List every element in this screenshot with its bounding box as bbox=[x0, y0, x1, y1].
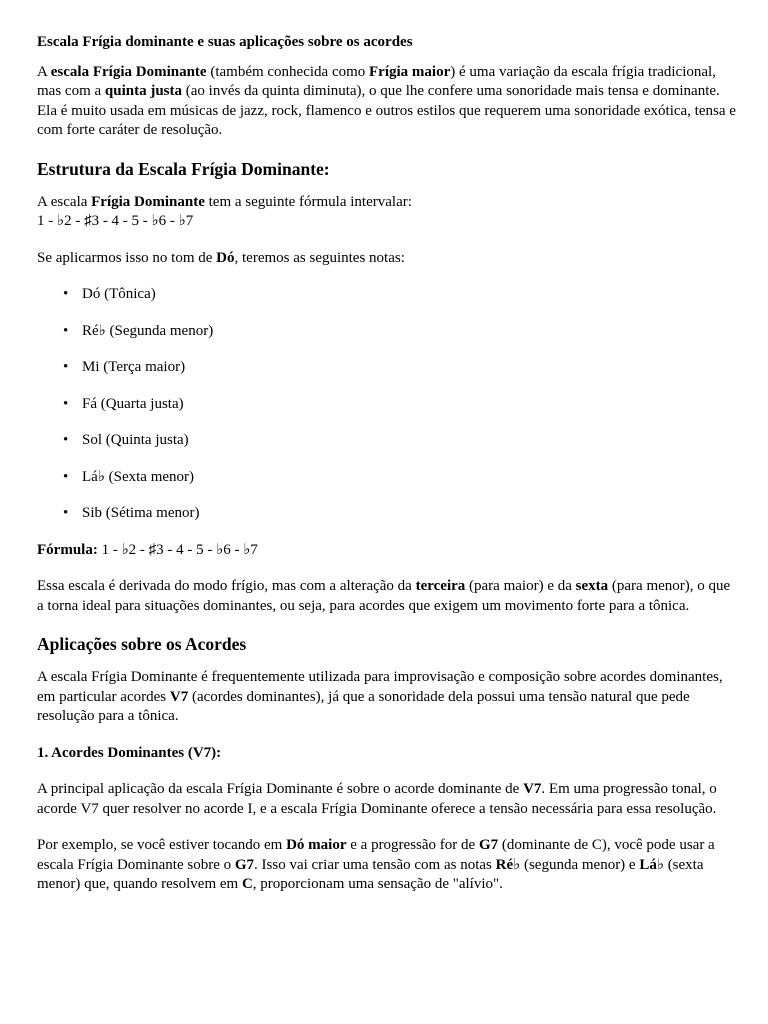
note-label: Sib (Sétima menor) bbox=[82, 505, 200, 521]
structure-bold-term: terceira bbox=[415, 578, 466, 594]
note-label: Lá♭ (Sexta menor) bbox=[82, 468, 195, 485]
structure-text: , teremos as seguintes notas: bbox=[234, 249, 405, 266]
subsection-heading bbox=[37, 744, 738, 764]
applications-bold-term: Dó maior bbox=[286, 837, 347, 853]
structure-key-paragraph bbox=[37, 249, 738, 269]
note-label: Sol (Quinta justa) bbox=[82, 432, 189, 448]
intro-text: A bbox=[37, 63, 51, 80]
bullet-icon: • bbox=[63, 468, 69, 485]
subsection-title: 1. Acordes Dominantes (V7): bbox=[37, 744, 222, 761]
structure-text: tem a seguinte fórmula intervalar: bbox=[204, 193, 412, 210]
list-item bbox=[37, 395, 738, 415]
applications-bold-term: V7 bbox=[169, 688, 189, 705]
structure-text: A escala bbox=[37, 193, 92, 210]
example-paragraph bbox=[37, 836, 738, 895]
bullet-icon: • bbox=[63, 322, 69, 339]
formula-value: 1 - ♭2 - ♯3 - 4 - 5 - ♭6 - ♭7 bbox=[97, 541, 258, 558]
notes-list bbox=[37, 285, 738, 524]
structure-bold-term: Frígia Dominante bbox=[91, 193, 205, 210]
derivation-paragraph bbox=[37, 577, 738, 616]
structure-text: Se aplicarmos isso no tom de bbox=[37, 249, 217, 266]
applications-heading: Aplicações sobre os Acordes bbox=[37, 634, 247, 654]
applications-text: . Isso vai criar uma tensão com as notas bbox=[254, 856, 496, 873]
applications-bold-term: Ré♭ bbox=[495, 856, 521, 873]
intro-paragraph bbox=[37, 63, 738, 141]
structure-bold-term: sexta bbox=[575, 578, 609, 594]
applications-text: (segunda menor) e bbox=[520, 856, 640, 873]
structure-intro-paragraph bbox=[37, 193, 738, 232]
structure-heading: Estrutura da Escala Frígia Dominante: bbox=[37, 158, 330, 179]
applications-text: . Em uma progressão tonal, o acorde V7 quer resolver no acorde I, e a escala Frígia Dominante oferece a tensão necessária para essa resolução. bbox=[37, 781, 717, 817]
structure-text: (para menor), o que a torna ideal para situações dominantes, ou seja, para acordes que exigem um movimento forte para a tônica. bbox=[37, 578, 731, 614]
applications-text: , proporcionam uma sensação de "alívio". bbox=[252, 876, 503, 892]
applications-text: Por exemplo, se você estiver tocando em bbox=[37, 837, 287, 853]
intro-bold-term: Frígia maior bbox=[369, 63, 451, 80]
intro-text: (também conhecida como bbox=[206, 63, 370, 80]
formula-paragraph bbox=[37, 541, 738, 561]
applications-bold-term: Lá♭ bbox=[639, 856, 664, 873]
interval-formula: 1 - ♭2 - ♯3 - 4 - 5 - ♭6 - ♭7 bbox=[37, 213, 194, 229]
list-item bbox=[37, 431, 738, 451]
applications-text: A principal aplicação da escala Frígia Dominante é sobre o acorde dominante de bbox=[37, 781, 524, 797]
note-label: Fá (Quarta justa) bbox=[82, 395, 184, 412]
bullet-icon: • bbox=[63, 286, 69, 302]
list-item bbox=[37, 285, 738, 305]
applications-text: (dominante de C), você pode usar a escala Frígia Dominante sobre o bbox=[37, 837, 715, 873]
bullet-icon: • bbox=[63, 432, 69, 448]
structure-bold-term: Dó bbox=[216, 249, 235, 266]
intro-bold-term: escala Frígia Dominante bbox=[50, 63, 207, 80]
bullet-icon: • bbox=[63, 359, 69, 375]
intro-bold-term: quinta justa bbox=[104, 83, 183, 99]
applications-text: e a progressão for de bbox=[346, 837, 479, 853]
intro-text: ) é uma variação da escala frígia tradicional, mas com a bbox=[37, 63, 716, 99]
applications-text: (sexta menor) que, quando resolvem em bbox=[37, 856, 704, 892]
applications-intro-paragraph bbox=[37, 668, 738, 727]
applications-bold-term: G7 bbox=[478, 837, 499, 853]
dominant-paragraph bbox=[37, 780, 738, 819]
applications-text: A escala Frígia Dominante é frequentemente utilizada para improvisação e composição sobre acordes dominantes, em particular acordes bbox=[37, 669, 723, 705]
structure-text: Essa escala é derivada do modo frígio, mas com a alteração da bbox=[37, 578, 416, 594]
list-item bbox=[37, 322, 738, 342]
applications-bold-term: G7 bbox=[234, 856, 255, 873]
applications-bold-term: V7 bbox=[523, 781, 542, 797]
note-label: Dó (Tônica) bbox=[82, 286, 156, 302]
applications-bold-term: C bbox=[241, 876, 253, 892]
list-item bbox=[37, 358, 738, 378]
applications-text: (acordes dominantes), já que a sonoridade dela possui uma tensão natural que pede resolução para a tônica. bbox=[37, 688, 690, 724]
list-item bbox=[37, 468, 738, 488]
list-item bbox=[37, 504, 738, 524]
document-title: Escala Frígia dominante e suas aplicações sobre os acordes bbox=[37, 34, 413, 50]
formula-label: Fórmula: bbox=[37, 541, 98, 558]
note-label: Ré♭ (Segunda menor) bbox=[82, 322, 214, 339]
intro-text: (ao invés da quinta diminuta), o que lhe confere uma sonoridade mais tensa e dominante. Ela é muito usada em músicas de jazz, rock, flamenco e outros estilos que requerem uma sonoridade exótica, tensa e com forte caráter de resolução. bbox=[37, 83, 736, 138]
bullet-icon: • bbox=[63, 395, 69, 412]
note-label: Mi (Terça maior) bbox=[82, 359, 186, 375]
bullet-icon: • bbox=[63, 505, 69, 521]
structure-text: (para maior) e da bbox=[465, 578, 576, 594]
